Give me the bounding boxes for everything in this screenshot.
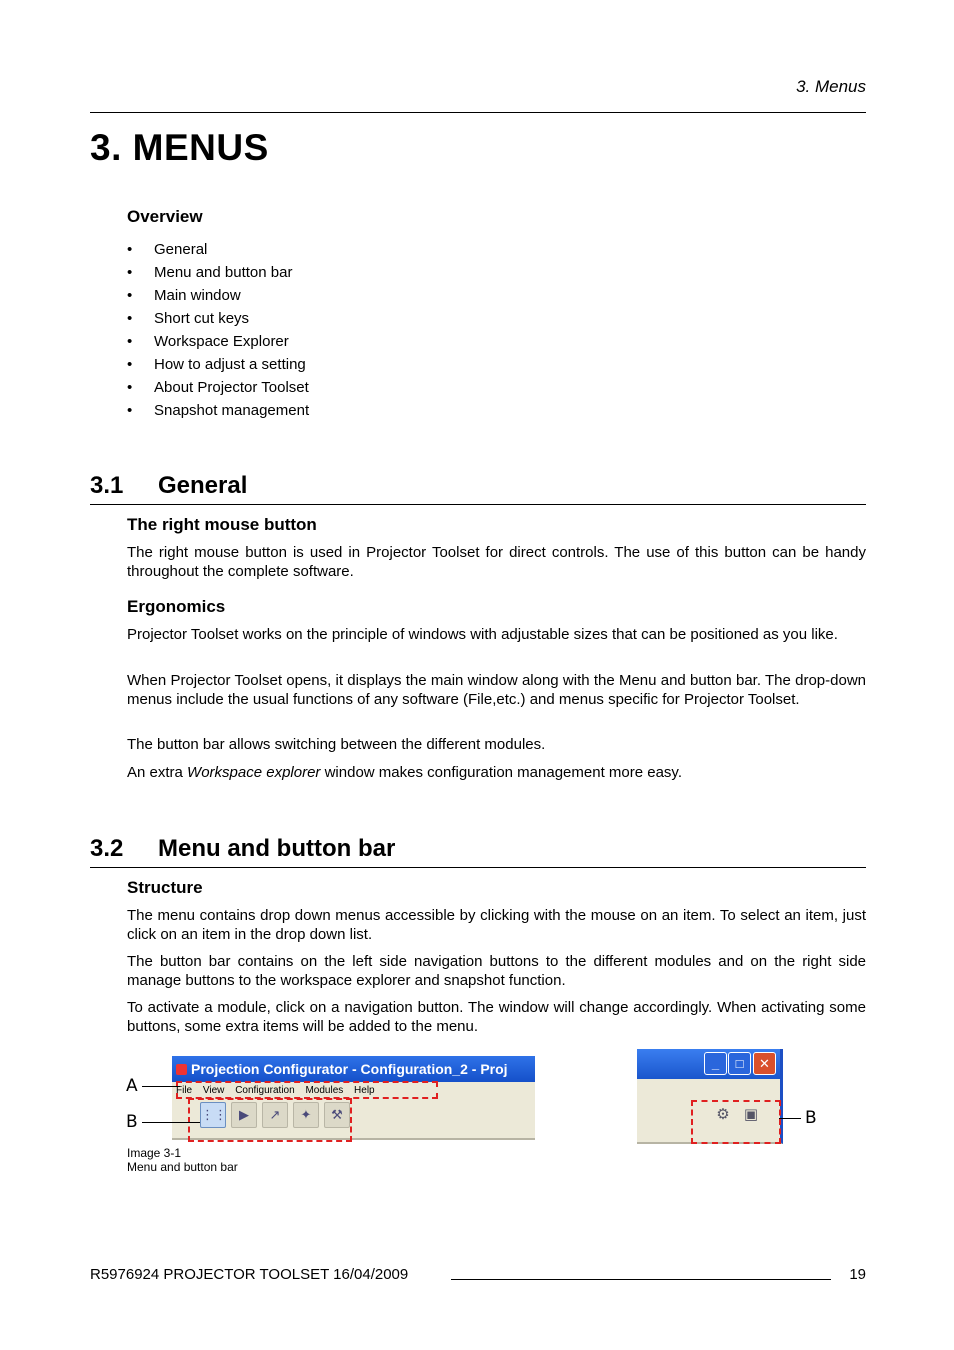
modules-icon[interactable]: ⋮⋮ — [200, 1102, 226, 1128]
chapter-title: 3. MENUS — [90, 127, 269, 168]
page-number: 19 — [849, 1266, 866, 1283]
list-item: • How to adjust a setting — [127, 356, 306, 373]
ergonomics-paragraph-4: An extra Workspace explorer window makes configuration management more easy. — [127, 764, 682, 781]
wand-icon[interactable]: ✦ — [293, 1102, 319, 1128]
figure-caption: Image 3-1 Menu and button bar — [127, 1146, 238, 1174]
structure-paragraph-3: To activate a module, click on a navigation button. The window will change accordingly. When activating some buttons, some extra items will be added to the menu. — [127, 999, 866, 1035]
list-item: • Snapshot management — [127, 402, 310, 419]
structure-heading: Structure — [127, 878, 203, 897]
highlight-manage-buttons — [691, 1100, 781, 1144]
footer-rule — [451, 1279, 831, 1280]
list-item: • Short cut keys — [127, 310, 250, 327]
ergonomics-heading: Ergonomics — [127, 597, 226, 616]
header-rule — [90, 112, 866, 113]
callout-a: A — [126, 1076, 138, 1096]
right-mouse-heading: The right mouse button — [127, 515, 317, 534]
list-item: • About Projector Toolset — [127, 379, 309, 396]
highlight-button-bar — [188, 1098, 352, 1142]
overview-heading: Overview — [127, 207, 203, 226]
section-rule — [90, 504, 866, 505]
running-head: 3. Menus — [796, 77, 866, 96]
callout-b: B — [126, 1112, 138, 1132]
chart-icon[interactable]: ↗ — [262, 1102, 288, 1128]
highlight-menu-bar — [176, 1081, 438, 1099]
callout-a-line — [142, 1086, 180, 1087]
callout-b2: B — [805, 1108, 817, 1128]
projector-icon[interactable]: ▶ — [231, 1102, 257, 1128]
ergonomics-paragraph-1: Projector Toolset works on the principle of windows with adjustable sizes that can be positioned as you like. — [127, 626, 838, 643]
ergonomics-paragraph-2: When Projector Toolset opens, it displays the main window along with the Menu and button bar. The drop-down menus include the usual functions of any software (File,etc.) and menus specific for Projector Toolset. — [127, 672, 866, 708]
menu-modules[interactable]: Modules — [305, 1085, 344, 1096]
list-item: • General — [127, 241, 208, 258]
window-titlebar — [172, 1056, 535, 1082]
section-title-general: 3.1 General — [90, 472, 248, 499]
list-item: • Menu and button bar — [127, 264, 293, 281]
callout-b2-line — [779, 1118, 801, 1119]
structure-paragraph-2: The button bar contains on the left side navigation buttons to the different modules and on the right side manage buttons to the workspace explorer and snapshot function. — [127, 953, 866, 989]
close-icon[interactable]: ✕ — [753, 1052, 776, 1075]
section-title-menu: 3.2 Menu and button bar — [90, 835, 396, 862]
ergonomics-paragraph-3: The button bar allows switching between the different modules. — [127, 736, 546, 753]
callout-b-line — [142, 1122, 200, 1123]
camera-icon[interactable]: ▣ — [743, 1106, 759, 1123]
window-titlebar — [637, 1049, 780, 1079]
wrench-icon[interactable]: ⚒ — [324, 1102, 350, 1128]
menu-file[interactable]: File — [176, 1085, 193, 1096]
maximize-icon[interactable]: □ — [728, 1052, 751, 1075]
workspace-explorer-icon[interactable]: ⚙ — [716, 1106, 730, 1123]
window-title: Projection Configurator - Configuration_2 - Proj — [191, 1061, 508, 1077]
menu-view[interactable]: View — [202, 1085, 225, 1096]
list-item: • Workspace Explorer — [127, 333, 289, 350]
right-mouse-paragraph: The right mouse button is used in Projector Toolset for direct controls. The use of this button can be handy throughout the complete software. — [127, 544, 866, 580]
overview-list — [127, 238, 309, 422]
section-rule — [90, 867, 866, 868]
minimize-icon[interactable]: _ — [704, 1052, 727, 1075]
menu-configuration[interactable]: Configuration — [235, 1085, 295, 1096]
menu-help[interactable]: Help — [354, 1085, 375, 1096]
list-item: • Main window — [127, 287, 241, 304]
footer-doc-info: R5976924 PROJECTOR TOOLSET 16/04/2009 — [90, 1266, 409, 1283]
structure-paragraph-1: The menu contains drop down menus accessible by clicking with the mouse on an item. To select an item, just click on an item in the drop down list. — [127, 907, 866, 943]
app-icon — [176, 1064, 187, 1075]
